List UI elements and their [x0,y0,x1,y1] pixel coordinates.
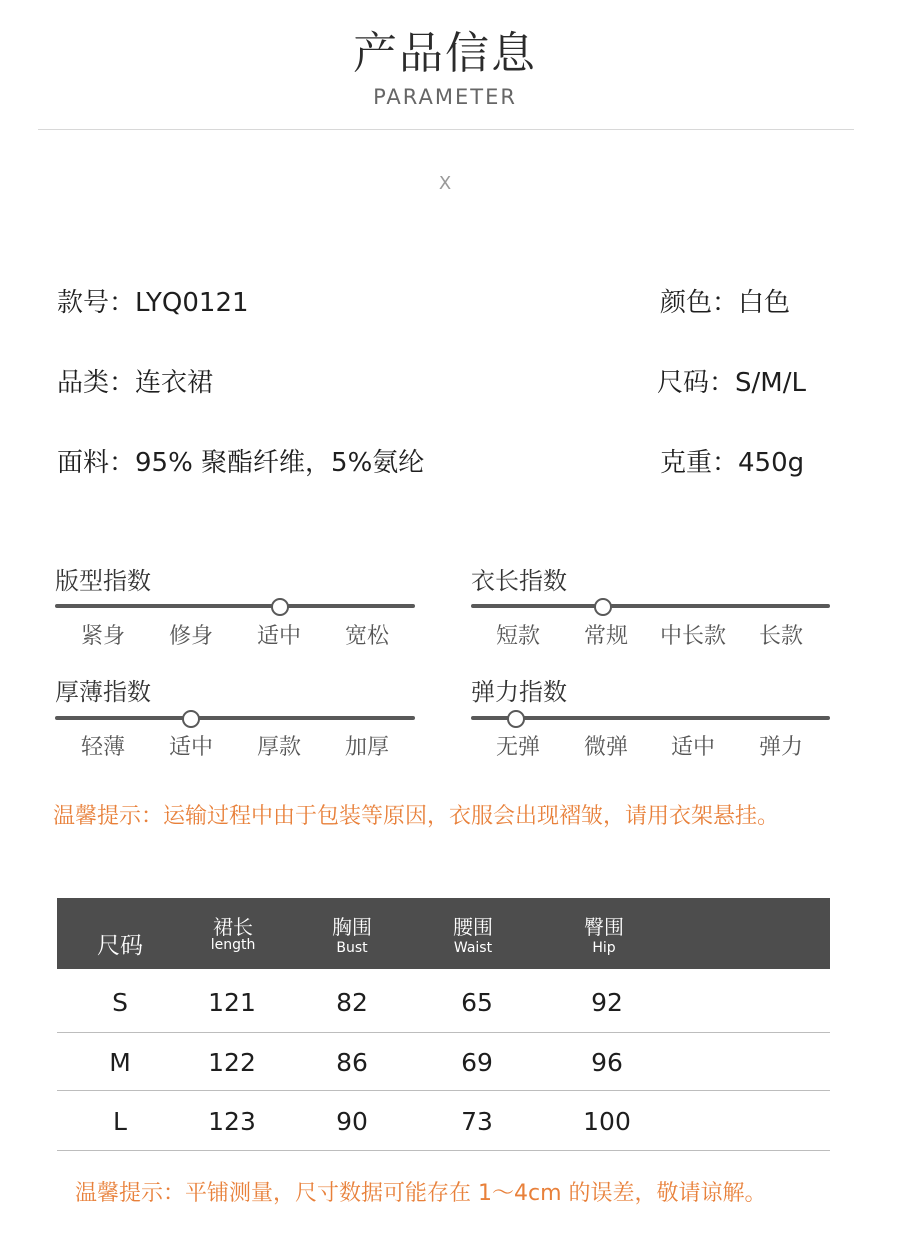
table-cell: S [112,988,128,1017]
index-length-title: 衣长指数 [471,567,567,595]
index-fit-title: 版型指数 [55,567,151,595]
table-cell: 86 [336,1048,368,1077]
th-bust: 胸围 [332,915,372,939]
spec-size: 尺码：S/M/L [657,368,806,398]
th-length-en: length [210,937,256,953]
th-waist: 腰围 [453,915,493,939]
table-cell: 100 [583,1107,631,1136]
table-cell: L [113,1107,127,1136]
table-cell: 96 [591,1048,623,1077]
page-title: 产品信息 [353,28,537,79]
spec-category: 品类：连衣裙 [57,368,214,398]
spec-weight: 克重：450g [660,448,805,478]
table-cell: 123 [208,1107,256,1136]
index-length-label: 长款 [758,624,803,649]
tip-shipping: 温馨提示：运输过程中由于包装等原因，衣服会出现褶皱，请用衣架悬挂。 [53,804,780,829]
index-fit-label: 宽松 [344,624,389,649]
index-elasticity-label: 无弹 [495,735,540,760]
index-fit-label: 紧身 [80,624,125,649]
index-thickness-label: 加厚 [344,735,389,760]
index-elasticity-label: 微弹 [583,735,628,760]
table-cell: 92 [591,988,623,1017]
th-size: 尺码 [97,933,143,959]
table-cell: M [109,1048,131,1077]
index-elasticity-title: 弹力指数 [471,678,567,706]
index-fit-label: 修身 [168,624,213,649]
index-thickness-track [55,716,415,720]
index-length-track [471,604,830,608]
index-length-knob [594,598,612,616]
spec-style-no: 款号：LYQ0121 [57,288,249,318]
index-elasticity-label: 适中 [670,735,715,760]
index-thickness-label: 厚款 [256,735,301,760]
th-hip-en: Hip [592,940,616,956]
header-divider [38,129,854,130]
index-fit-track [55,604,415,608]
index-elasticity-knob [507,710,525,728]
spec-color: 颜色：白色 [660,288,791,318]
index-thickness-knob [182,710,200,728]
index-thickness-label: 适中 [168,735,213,760]
row-divider [57,1032,830,1033]
spec-fabric: 面料：95% 聚酯纤维，5%氨纶 [57,448,425,478]
table-cell: 82 [336,988,368,1017]
index-length-label: 常规 [583,624,628,649]
table-cell: 65 [461,988,493,1017]
row-divider [57,1090,830,1091]
index-elasticity-label: 弹力 [758,735,803,760]
table-cell: 122 [208,1048,256,1077]
index-fit-knob [271,598,289,616]
index-thickness-label: 轻薄 [80,735,125,760]
row-divider [57,1150,830,1151]
page-subtitle: PARAMETER [373,85,517,109]
table-cell: 69 [461,1048,493,1077]
tip-measurement: 温馨提示：平铺测量，尺寸数据可能存在 1～4cm 的误差，敬请谅解。 [75,1181,767,1206]
th-waist-en: Waist [453,940,493,956]
th-hip: 臀围 [584,915,624,939]
index-thickness-title: 厚薄指数 [55,678,151,706]
table-cell: 73 [461,1107,493,1136]
x-mark: X [438,173,452,194]
index-length-label: 短款 [495,624,540,649]
index-fit-label: 适中 [256,624,301,649]
table-cell: 90 [336,1107,368,1136]
table-cell: 121 [208,988,256,1017]
th-bust-en: Bust [336,940,368,956]
index-length-label: 中长款 [659,624,726,649]
th-length: 裙长 [213,915,253,939]
